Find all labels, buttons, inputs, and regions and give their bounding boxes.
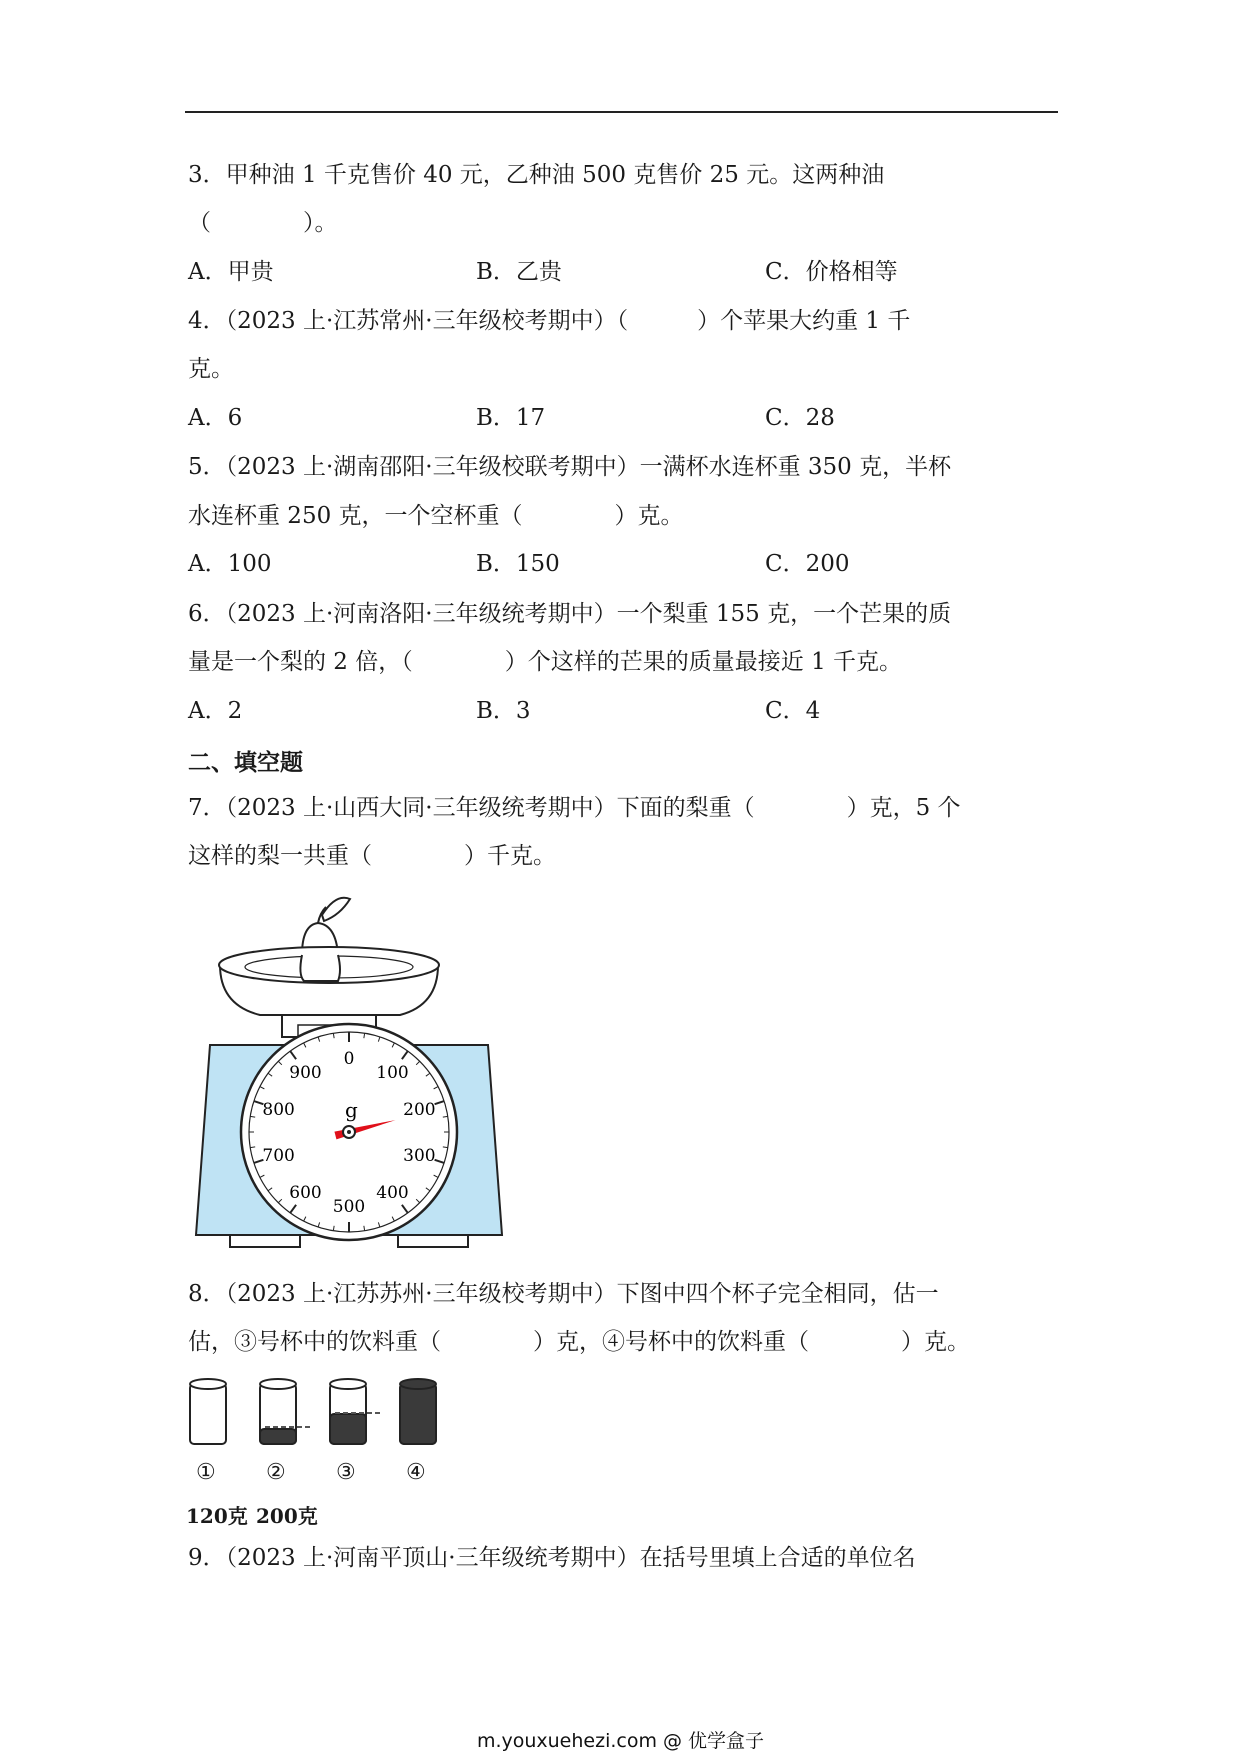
- dial-label-700: 700: [262, 1145, 295, 1166]
- cup-drink-fill: [330, 1414, 366, 1444]
- page-footer: m.youxuehezi.com @ 优学盒子: [476, 1730, 765, 1752]
- dial-label-300: 300: [403, 1145, 436, 1166]
- cup-drink-fill: [260, 1429, 296, 1444]
- cup-number-4: ④: [406, 1460, 426, 1485]
- q5-text-line2: 水连杯重 250 克，一个空杯重（ ）克。: [188, 503, 684, 529]
- q5-text-line1: 5．（2023 上·湖南邵阳·三年级校联考期中）一满杯水连杯重 350 克，半杯: [188, 454, 952, 480]
- q6-option-a: A．2: [188, 698, 243, 724]
- cup-3: [330, 1379, 366, 1444]
- q6-text-line2: 量是一个梨的 2 倍，（ ）个这样的芒果的质量最接近 1 千克。: [188, 649, 903, 675]
- dial-label-100: 100: [376, 1063, 409, 1084]
- cup-4: [400, 1379, 436, 1444]
- dial-label-500: 500: [332, 1197, 366, 1217]
- section-heading-fill-in: 二、填空题: [188, 750, 303, 776]
- scale-unit-label: g: [345, 1098, 358, 1122]
- q8-text-line2: 估，③号杯中的饮料重（ ）克，④号杯中的饮料重（ ）克。: [188, 1329, 970, 1355]
- q3-option-b: B．乙贵: [476, 259, 562, 285]
- cup-weight-1: 120克: [186, 1504, 248, 1528]
- header-rule: [185, 111, 1058, 113]
- cup-2: [260, 1379, 296, 1444]
- q8-text-line1: 8．（2023 上·江苏苏州·三年级校考期中）下图中四个杯子完全相同，估一: [188, 1281, 939, 1307]
- scale-foot-left: [230, 1235, 300, 1247]
- dial-label-0: 0: [343, 1049, 355, 1069]
- q5-option-a: A．100: [188, 551, 272, 577]
- scale-foot-right: [398, 1235, 468, 1247]
- cups-figure: [186, 1370, 466, 1520]
- cup-drink-fill: [400, 1384, 436, 1444]
- q6-option-c: C．4: [765, 698, 821, 724]
- q3-option-c: C．价格相等: [765, 259, 898, 285]
- dial-label-400: 400: [376, 1182, 409, 1203]
- q3-text-line2: （ ）。: [188, 210, 338, 236]
- q5-option-b: B．150: [476, 551, 560, 577]
- q4-option-c: C．28: [765, 405, 835, 431]
- dial-label-800: 800: [262, 1100, 295, 1121]
- scale-pan: [219, 947, 439, 1015]
- q4-text-line2: 克。: [188, 356, 234, 382]
- q6-option-b: B．3: [476, 698, 531, 724]
- q9-text-line1: 9．（2023 上·河南平顶山·三年级统考期中）在括号里填上合适的单位名: [188, 1545, 916, 1571]
- cup-number-1: ①: [196, 1460, 216, 1485]
- q4-text-line1: 4．（2023 上·江苏常州·三年级校考期中）（ ）个苹果大约重 1 千: [188, 308, 911, 334]
- q3-text-line1: 3．甲种油 1 千克售价 40 元，乙种油 500 克售价 25 元。这两种油: [188, 162, 885, 188]
- q7-text-line2: 这样的梨一共重（ ）千克。: [188, 843, 556, 869]
- cup-number-3: ③: [336, 1460, 356, 1485]
- cup-1: [190, 1379, 226, 1444]
- dial-label-600: 600: [289, 1182, 322, 1203]
- q4-option-a: A．6: [188, 405, 243, 431]
- q4-option-b: B．17: [476, 405, 546, 431]
- dial-label-900: 900: [289, 1063, 322, 1084]
- q6-text-line1: 6．（2023 上·河南洛阳·三年级统考期中）一个梨重 155 克，一个芒果的质: [188, 601, 952, 627]
- dial-label-200: 200: [403, 1100, 436, 1121]
- q7-text-line1: 7．（2023 上·山西大同·三年级统考期中）下面的梨重（ ）克，5 个: [188, 795, 961, 821]
- kitchen-scale-figure: [190, 885, 520, 1265]
- q3-option-a: A．甲贵: [188, 259, 274, 285]
- q5-option-c: C．200: [765, 551, 850, 577]
- cup-weight-2: 200克: [256, 1504, 318, 1528]
- cup-number-2: ②: [266, 1460, 286, 1485]
